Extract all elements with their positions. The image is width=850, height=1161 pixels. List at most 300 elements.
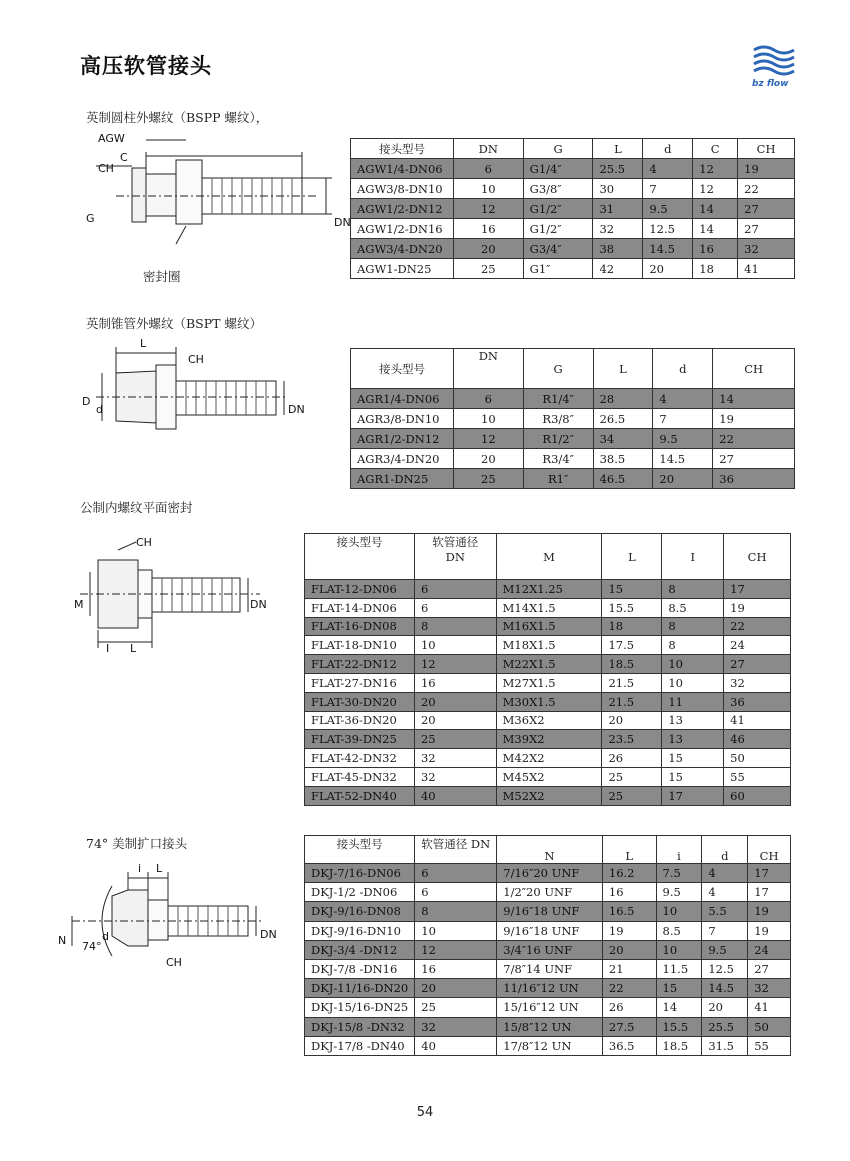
col-header: N — [497, 836, 603, 864]
table-cell: FLAT-36-DN20 — [305, 711, 415, 730]
table-cell: 34 — [593, 429, 653, 449]
table-cell: 22 — [738, 179, 795, 199]
table-cell: M36X2 — [496, 711, 602, 730]
table-cell: 26.5 — [593, 409, 653, 429]
table-cell: 18 — [693, 259, 738, 279]
table-cell: 4 — [702, 864, 748, 883]
table-cell: M22X1.5 — [496, 655, 602, 674]
label-angle-74: 74° — [82, 940, 102, 953]
label-ch: CH — [166, 956, 182, 969]
table-cell: 12 — [453, 429, 523, 449]
table-cell: 9.5 — [656, 883, 702, 902]
table-cell: 25.5 — [593, 159, 643, 179]
table-cell: M39X2 — [496, 730, 602, 749]
table-cell: 7 — [643, 179, 693, 199]
col-header: d — [643, 139, 693, 159]
table-cell: 32 — [415, 1017, 497, 1036]
table-cell: 12.5 — [702, 959, 748, 978]
table-row — [305, 902, 791, 921]
table-cell: 12.5 — [643, 219, 693, 239]
table-cell: M30X1.5 — [496, 692, 602, 711]
table-row — [351, 159, 795, 179]
table-row — [305, 767, 791, 786]
table-cell: DKJ-15/16-DN25 — [305, 998, 415, 1017]
table-cell: 42 — [593, 259, 643, 279]
table-cell: FLAT-27-DN16 — [305, 673, 415, 692]
table-cell: 8 — [415, 902, 497, 921]
table-cell: 32 — [414, 767, 496, 786]
table-cell: DKJ-9/16-DN10 — [305, 921, 415, 940]
col-header: 软管通径 DN — [414, 534, 496, 580]
table-cell: DKJ-11/16-DN20 — [305, 979, 415, 998]
table-cell: FLAT-16-DN08 — [305, 617, 415, 636]
svg-text:bz flow: bz flow — [752, 79, 789, 89]
table-row — [305, 673, 791, 692]
table-cell: 27 — [724, 655, 791, 674]
table-cell: AGW3/8-DN10 — [351, 179, 454, 199]
table-cell: 10 — [453, 179, 523, 199]
label-n: N — [58, 934, 67, 947]
table-cell: 10 — [662, 655, 724, 674]
table-cell: 15 — [662, 767, 724, 786]
table-cell: 41 — [724, 711, 791, 730]
table-cell: 8.5 — [662, 598, 724, 617]
table-cell: 19 — [748, 902, 791, 921]
table-row — [305, 959, 791, 978]
table-cell: 15/16″12 UN — [497, 998, 603, 1017]
table-row — [351, 409, 795, 429]
table-cell: 9.5 — [643, 199, 693, 219]
table-cell: 10 — [656, 902, 702, 921]
table-cell: 17 — [724, 580, 791, 599]
table-cell: 23.5 — [602, 730, 662, 749]
col-header: 接头型号 — [351, 139, 454, 159]
table-cell: R3/8″ — [523, 409, 593, 429]
table-cell: R1/2″ — [523, 429, 593, 449]
label-l: L — [156, 862, 163, 875]
table-cell: 31 — [593, 199, 643, 219]
table-cell: AGW1/4-DN06 — [351, 159, 454, 179]
col-header: CH — [724, 534, 791, 580]
table-cell: AGW3/4-DN20 — [351, 239, 454, 259]
table-cell: 9/16″18 UNF — [497, 902, 603, 921]
table-cell: 8 — [414, 617, 496, 636]
table-cell: 16.2 — [602, 864, 656, 883]
table-cell: M52X2 — [496, 786, 602, 805]
table-row — [305, 786, 791, 805]
table-cell: 27 — [738, 219, 795, 239]
table-cell: 17/8″12 UN — [497, 1036, 603, 1055]
table-cell: 6 — [415, 864, 497, 883]
label-ch: CH — [136, 536, 152, 549]
table-row — [305, 921, 791, 940]
col-header: d — [653, 349, 713, 389]
table-row — [351, 239, 795, 259]
page-number: 54 — [416, 1105, 434, 1120]
table-cell: G1/4″ — [523, 159, 593, 179]
table-cell: 4 — [702, 883, 748, 902]
table-cell: DKJ-17/8 -DN40 — [305, 1036, 415, 1055]
table-cell: 19 — [602, 921, 656, 940]
table-cell: 4 — [653, 389, 713, 409]
col-header: 接头型号 — [305, 534, 415, 580]
table-cell: 16.5 — [602, 902, 656, 921]
table-cell: 27.5 — [602, 1017, 656, 1036]
table-cell: AGR1/4-DN06 — [351, 389, 454, 409]
table-cell: 7 — [702, 921, 748, 940]
table-cell: M27X1.5 — [496, 673, 602, 692]
col-header: L — [602, 836, 656, 864]
table-cell: 20 — [653, 469, 713, 489]
table-body — [351, 159, 795, 279]
table-cell: 12 — [693, 159, 738, 179]
table-cell: 13 — [662, 711, 724, 730]
table-cell: FLAT-42-DN32 — [305, 749, 415, 768]
table-cell: 60 — [724, 786, 791, 805]
table-cell: 10 — [415, 921, 497, 940]
table-cell: M12X1.25 — [496, 580, 602, 599]
seal-ring-label: 密封圈 — [143, 269, 181, 284]
table-cell: G1″ — [523, 259, 593, 279]
table-row — [305, 636, 791, 655]
table-body — [305, 580, 791, 806]
table-cell: 38 — [593, 239, 643, 259]
table-cell: G1/2″ — [523, 199, 593, 219]
col-header: C — [693, 139, 738, 159]
table-cell: 10 — [662, 673, 724, 692]
table-row — [351, 259, 795, 279]
table-cell: 20 — [415, 979, 497, 998]
table-row — [351, 179, 795, 199]
table-cell: DKJ-9/16-DN08 — [305, 902, 415, 921]
col-header: I — [662, 534, 724, 580]
table-row — [305, 692, 791, 711]
label-dn: DN — [260, 928, 277, 941]
table-cell: 28 — [593, 389, 653, 409]
col-header: 接头型号 — [305, 836, 415, 864]
drawing-jic-74 — [52, 856, 282, 976]
label-d: d — [102, 930, 109, 943]
label-g: G — [86, 212, 95, 225]
table-cell: 25 — [453, 469, 523, 489]
col-header: DN — [453, 139, 523, 159]
table-cell: 20 — [453, 239, 523, 259]
col-header: L — [593, 139, 643, 159]
table-cell: 16 — [414, 673, 496, 692]
table-cell: 46 — [724, 730, 791, 749]
table-cell: 6 — [453, 159, 523, 179]
col-header: G — [523, 139, 593, 159]
table-cell: 36.5 — [602, 1036, 656, 1055]
table-cell: 15.5 — [656, 1017, 702, 1036]
table-cell: M42X2 — [496, 749, 602, 768]
section-title-jic-74: 74° 美制扩口接头 — [86, 836, 188, 851]
table-cell: 19 — [724, 598, 791, 617]
table-cell: 11/16″12 UN — [497, 979, 603, 998]
col-header: i — [656, 836, 702, 864]
label-m: M — [74, 598, 84, 611]
col-header: d — [702, 836, 748, 864]
table-cell: 31.5 — [702, 1036, 748, 1055]
table-body — [351, 389, 795, 489]
table-cell: 41 — [738, 259, 795, 279]
table-row — [305, 655, 791, 674]
drawing-bspp — [76, 126, 351, 256]
table-cell: 25 — [602, 767, 662, 786]
table-cell: M18X1.5 — [496, 636, 602, 655]
table-cell: 20 — [602, 940, 656, 959]
table-cell: R3/4″ — [523, 449, 593, 469]
table-cell: 38.5 — [593, 449, 653, 469]
label-c: C — [120, 151, 128, 164]
table-cell: 15/8″12 UN — [497, 1017, 603, 1036]
col-header: CH — [713, 349, 795, 389]
label-dn: DN — [250, 598, 267, 611]
table-cell: AGR1/2-DN12 — [351, 429, 454, 449]
table-cell: 20 — [702, 998, 748, 1017]
table-cell: FLAT-18-DN10 — [305, 636, 415, 655]
table-cell: G3/8″ — [523, 179, 593, 199]
table-cell: 6 — [415, 883, 497, 902]
table-cell: 14.5 — [702, 979, 748, 998]
table-cell: 30 — [593, 179, 643, 199]
table-cell: 9.5 — [653, 429, 713, 449]
col-header: 接头型号 — [351, 349, 454, 389]
table-cell: DKJ-1/2 -DN06 — [305, 883, 415, 902]
table-cell: 20 — [602, 711, 662, 730]
table-row — [305, 598, 791, 617]
table-cell: 16 — [453, 219, 523, 239]
label-d-lower: d — [96, 403, 103, 416]
table-cell: 1/2″20 UNF — [497, 883, 603, 902]
table-row — [305, 864, 791, 883]
table-cell: 7/16″20 UNF — [497, 864, 603, 883]
table-cell: 7.5 — [656, 864, 702, 883]
table-bspp — [350, 138, 795, 279]
table-cell: 12 — [453, 199, 523, 219]
label-l: L — [130, 642, 137, 655]
table-cell: 17 — [662, 786, 724, 805]
table-row — [305, 1017, 791, 1036]
table-cell: FLAT-22-DN12 — [305, 655, 415, 674]
table-cell: 24 — [724, 636, 791, 655]
table-cell: 3/4″16 UNF — [497, 940, 603, 959]
table-cell: 11 — [662, 692, 724, 711]
table-cell: 9/16″18 UNF — [497, 921, 603, 940]
table-cell: 26 — [602, 998, 656, 1017]
table-cell: 26 — [602, 749, 662, 768]
table-row — [305, 1036, 791, 1055]
table-row — [305, 749, 791, 768]
table-cell: 55 — [748, 1036, 791, 1055]
table-cell: 24 — [748, 940, 791, 959]
table-body — [305, 864, 791, 1056]
page-title: 高压软管接头 — [80, 54, 212, 78]
table-cell: AGR3/4-DN20 — [351, 449, 454, 469]
col-header: CH — [748, 836, 791, 864]
table-cell: 36 — [724, 692, 791, 711]
table-cell: 14.5 — [643, 239, 693, 259]
table-cell: 7 — [653, 409, 713, 429]
table-cell: M16X1.5 — [496, 617, 602, 636]
table-cell: 8.5 — [656, 921, 702, 940]
table-cell: 14 — [693, 199, 738, 219]
table-cell: 10 — [656, 940, 702, 959]
table-cell: 18 — [602, 617, 662, 636]
table-cell: M14X1.5 — [496, 598, 602, 617]
table-cell: 17 — [748, 864, 791, 883]
table-cell: 14 — [713, 389, 795, 409]
table-cell: 11.5 — [656, 959, 702, 978]
table-cell: AGR3/8-DN10 — [351, 409, 454, 429]
table-cell: 21.5 — [602, 692, 662, 711]
table-row — [351, 389, 795, 409]
table-cell: 27 — [748, 959, 791, 978]
label-l: L — [140, 337, 147, 350]
table-cell: AGW1/2-DN16 — [351, 219, 454, 239]
table-cell: 40 — [415, 1036, 497, 1055]
table-bspt — [350, 348, 795, 489]
table-cell: 20 — [453, 449, 523, 469]
drawing-bspt — [76, 333, 306, 443]
table-row — [305, 711, 791, 730]
label-ch: CH — [98, 162, 114, 175]
table-row — [351, 469, 795, 489]
brand-logo — [750, 42, 798, 90]
table-cell: DKJ-15/8 -DN32 — [305, 1017, 415, 1036]
table-row — [305, 883, 791, 902]
table-cell: 27 — [738, 199, 795, 219]
table-row — [305, 979, 791, 998]
label-i: I — [106, 642, 110, 655]
table-cell: 19 — [748, 921, 791, 940]
table-cell: 17.5 — [602, 636, 662, 655]
col-header: CH — [738, 139, 795, 159]
label-dn: DN — [288, 403, 305, 416]
table-cell: 20 — [414, 692, 496, 711]
table-cell: 15.5 — [602, 598, 662, 617]
table-cell: 21.5 — [602, 673, 662, 692]
table-cell: 6 — [414, 580, 496, 599]
table-cell: FLAT-52-DN40 — [305, 786, 415, 805]
table-row — [351, 199, 795, 219]
table-cell: 18.5 — [602, 655, 662, 674]
table-cell: 10 — [414, 636, 496, 655]
table-cell: 41 — [748, 998, 791, 1017]
table-cell: R1″ — [523, 469, 593, 489]
table-cell: 17 — [748, 883, 791, 902]
table-cell: 20 — [643, 259, 693, 279]
label-i: i — [138, 862, 142, 875]
table-row — [305, 730, 791, 749]
col-header: M — [496, 534, 602, 580]
col-header: L — [593, 349, 653, 389]
table-cell: 32 — [724, 673, 791, 692]
table-cell: FLAT-45-DN32 — [305, 767, 415, 786]
table-cell: 10 — [453, 409, 523, 429]
table-cell: 22 — [724, 617, 791, 636]
table-row — [305, 940, 791, 959]
table-cell: 14 — [656, 998, 702, 1017]
table-cell: 16 — [602, 883, 656, 902]
table-cell: FLAT-39-DN25 — [305, 730, 415, 749]
table-cell: 13 — [662, 730, 724, 749]
table-cell: 32 — [738, 239, 795, 259]
table-cell: 32 — [414, 749, 496, 768]
table-jic-74 — [304, 835, 791, 1056]
table-row — [305, 998, 791, 1017]
table-cell: 25 — [453, 259, 523, 279]
label-ch: CH — [188, 353, 204, 366]
table-cell: DKJ-7/8 -DN16 — [305, 959, 415, 978]
col-header: 软管通径 DN — [415, 836, 497, 864]
table-cell: 32 — [593, 219, 643, 239]
table-cell: 14 — [693, 219, 738, 239]
table-cell: FLAT-12-DN06 — [305, 580, 415, 599]
table-cell: 27 — [713, 449, 795, 469]
table-flat-face — [304, 533, 791, 806]
table-cell: 6 — [414, 598, 496, 617]
table-cell: 9.5 — [702, 940, 748, 959]
table-cell: 50 — [748, 1017, 791, 1036]
table-cell: 20 — [414, 711, 496, 730]
table-cell: 7/8″14 UNF — [497, 959, 603, 978]
table-cell: 50 — [724, 749, 791, 768]
col-header: L — [602, 534, 662, 580]
table-cell: 40 — [414, 786, 496, 805]
table-cell: 14.5 — [653, 449, 713, 469]
table-cell: 8 — [662, 636, 724, 655]
table-cell: 25 — [414, 730, 496, 749]
col-header: DN — [453, 349, 523, 389]
col-header: G — [523, 349, 593, 389]
table-cell: M45X2 — [496, 767, 602, 786]
table-row — [305, 617, 791, 636]
table-cell: 15 — [602, 580, 662, 599]
section-title-bspp: 英制圆柱外螺纹（BSPP 螺纹）， — [86, 110, 269, 125]
drawing-flat-face — [70, 530, 290, 660]
table-cell: 21 — [602, 959, 656, 978]
section-title-flat-face: 公制内螺纹平面密封 — [80, 500, 193, 515]
table-cell: 36 — [713, 469, 795, 489]
table-row — [351, 219, 795, 239]
table-cell: R1/4″ — [523, 389, 593, 409]
label-agw: AGW — [98, 132, 125, 145]
table-cell: 19 — [713, 409, 795, 429]
label-d-upper: D — [82, 395, 91, 408]
table-cell: 25.5 — [702, 1017, 748, 1036]
table-cell: FLAT-30-DN20 — [305, 692, 415, 711]
table-cell: AGR1-DN25 — [351, 469, 454, 489]
table-cell: 6 — [453, 389, 523, 409]
table-cell: 4 — [643, 159, 693, 179]
table-cell: 25 — [602, 786, 662, 805]
table-cell: FLAT-14-DN06 — [305, 598, 415, 617]
table-row — [305, 580, 791, 599]
table-cell: 16 — [693, 239, 738, 259]
table-cell: 8 — [662, 617, 724, 636]
table-cell: DKJ-3/4 -DN12 — [305, 940, 415, 959]
section-title-bspt: 英制锥管外螺纹（BSPT 螺纹） — [86, 316, 262, 331]
table-cell: G3/4″ — [523, 239, 593, 259]
table-cell: 5.5 — [702, 902, 748, 921]
table-cell: 22 — [713, 429, 795, 449]
table-cell: 16 — [415, 959, 497, 978]
table-cell: 15 — [656, 979, 702, 998]
table-cell: 18.5 — [656, 1036, 702, 1055]
table-cell: 22 — [602, 979, 656, 998]
table-cell: 12 — [693, 179, 738, 199]
